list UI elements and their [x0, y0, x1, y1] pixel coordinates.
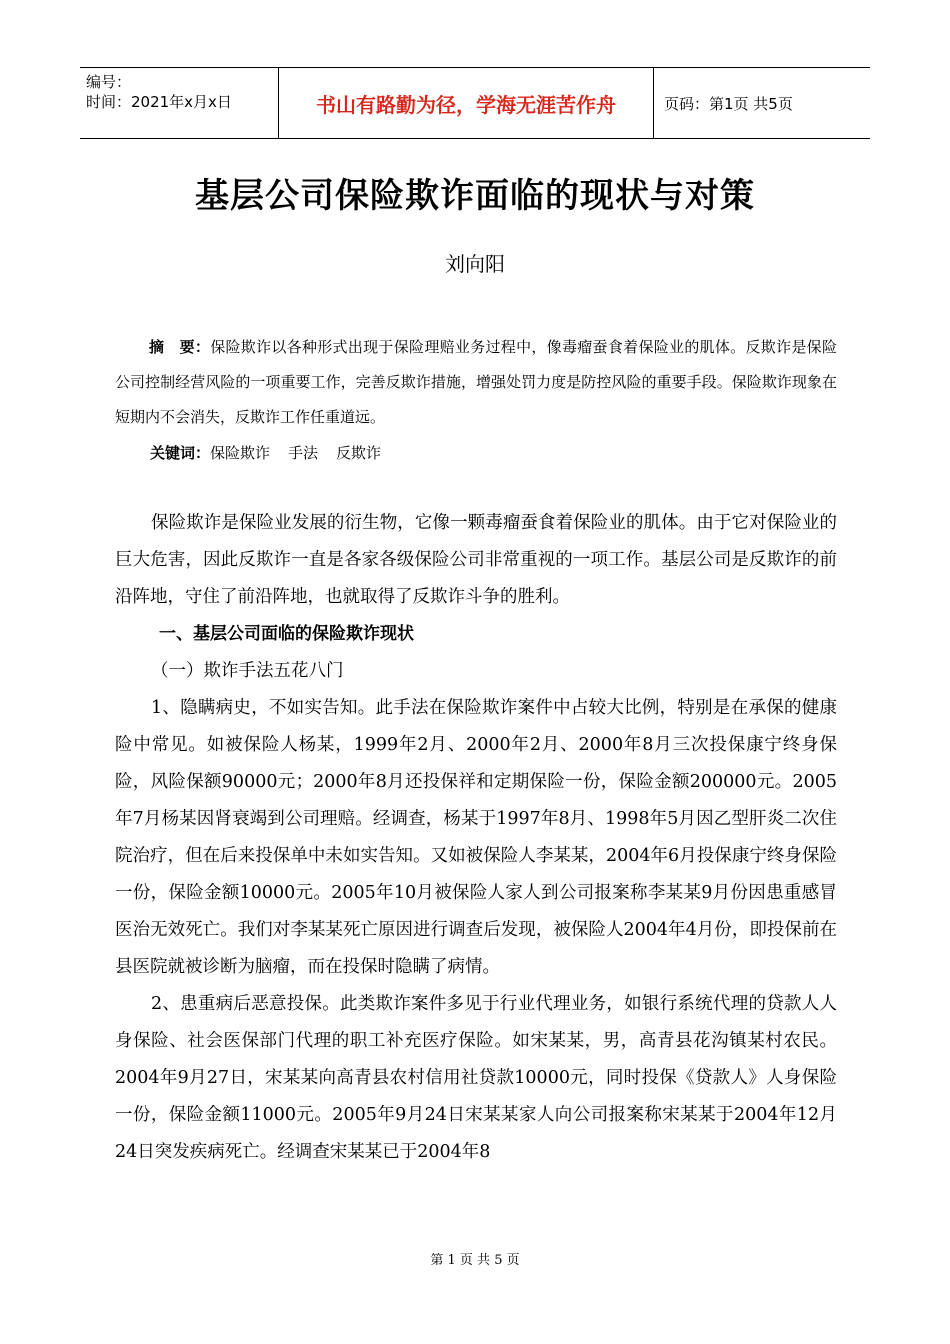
date-label: 时间：2021年x月x日 [86, 93, 232, 111]
paragraph: 2、患重病后恶意投保。此类欺诈案件多见于行业代理业务，如银行系统代理的贷款人人身保险、社会医保部门代理的职工补充医疗保险。如宋某某，男，高青县花沟镇某村农民。2004年9月27日，宋某某向高青县农村信用社贷款10000元，同时投保《贷款人》人身保险一份，保险金额11000元。2005年9月24日宋某某家人向公司报案称宋某某于2004年12月24日突发疾病死亡。经调查宋某某已于2004年8 [115, 994, 837, 1162]
header-table [80, 67, 870, 139]
keywords [150, 438, 399, 468]
keyword: 反欺诈 [336, 444, 382, 462]
body-text [115, 505, 837, 1171]
document-title: 基层公司保险欺诈面临的现状与对策 [195, 176, 755, 216]
author: 刘向阳 [445, 252, 505, 276]
keywords-label: 关键词： [150, 444, 211, 462]
keyword: 手法 [288, 444, 319, 462]
abstract-text: 保险欺诈以各种形式出现于保险理赔业务过程中，像毒瘤蚕食着保险业的肌体。反欺诈是保险公司控制经营风险的一项重要工作，完善反欺诈措施，增强处罚力度是防控风险的重要手段。保险欺诈现象在短期内不会消失，反欺诈工作任重道远。 [115, 338, 837, 426]
page-footer: 第 1 页 共 5 页 [430, 1253, 520, 1268]
abstract-label: 摘 要： [149, 338, 211, 356]
header-meta [80, 68, 278, 138]
paragraph: 保险欺诈是保险业发展的衍生物，它像一颗毒瘤蚕食着保险业的肌体。由于它对保险业的巨大危害，因此反欺诈一直是各家各级保险公司非常重视的一项工作。基层公司是反欺诈的前沿阵地，守住了前沿阵地，也就取得了反欺诈斗争的胜利。 [115, 513, 837, 607]
number-label: 编号： [86, 73, 132, 91]
header-motto: 书山有路勤为径，学海无涯苦作舟 [278, 68, 654, 138]
paragraph: 1、隐瞒病史，不如实告知。此手法在保险欺诈案件中占较大比例，特别是在承保的健康险中常见。如被保险人杨某，1999年2月、2000年2月、2000年8月三次投保康宁终身保险，风险保额90000元；2000年8月还投保祥和定期保险一份，保险金额200000元。2005年7月杨某因肾衰竭到公司理赔。经调查，杨某于1997年8月、1998年5月因乙型肝炎二次住院治疗，但在后来投保单中未如实告知。又如被保险人李某某，2004年6月投保康宁终身保险一份，保险金额10000元。2005年10月被保险人家人到公司报案称李某某9月份因患重感冒医治无效死亡。我们对李某某死亡原因进行调查后发现，被保险人2004年4月份，即投保前在县医院就被诊断为脑瘤，而在投保时隐瞒了病情。 [115, 698, 837, 977]
subsection-heading: （一）欺诈手法五花八门 [151, 661, 344, 681]
header-page-info: 页码：第1页 共5页 [664, 94, 793, 113]
keyword: 保险欺诈 [210, 444, 271, 462]
section-heading: 一、基层公司面临的保险欺诈现状 [159, 624, 414, 644]
abstract [115, 330, 837, 435]
